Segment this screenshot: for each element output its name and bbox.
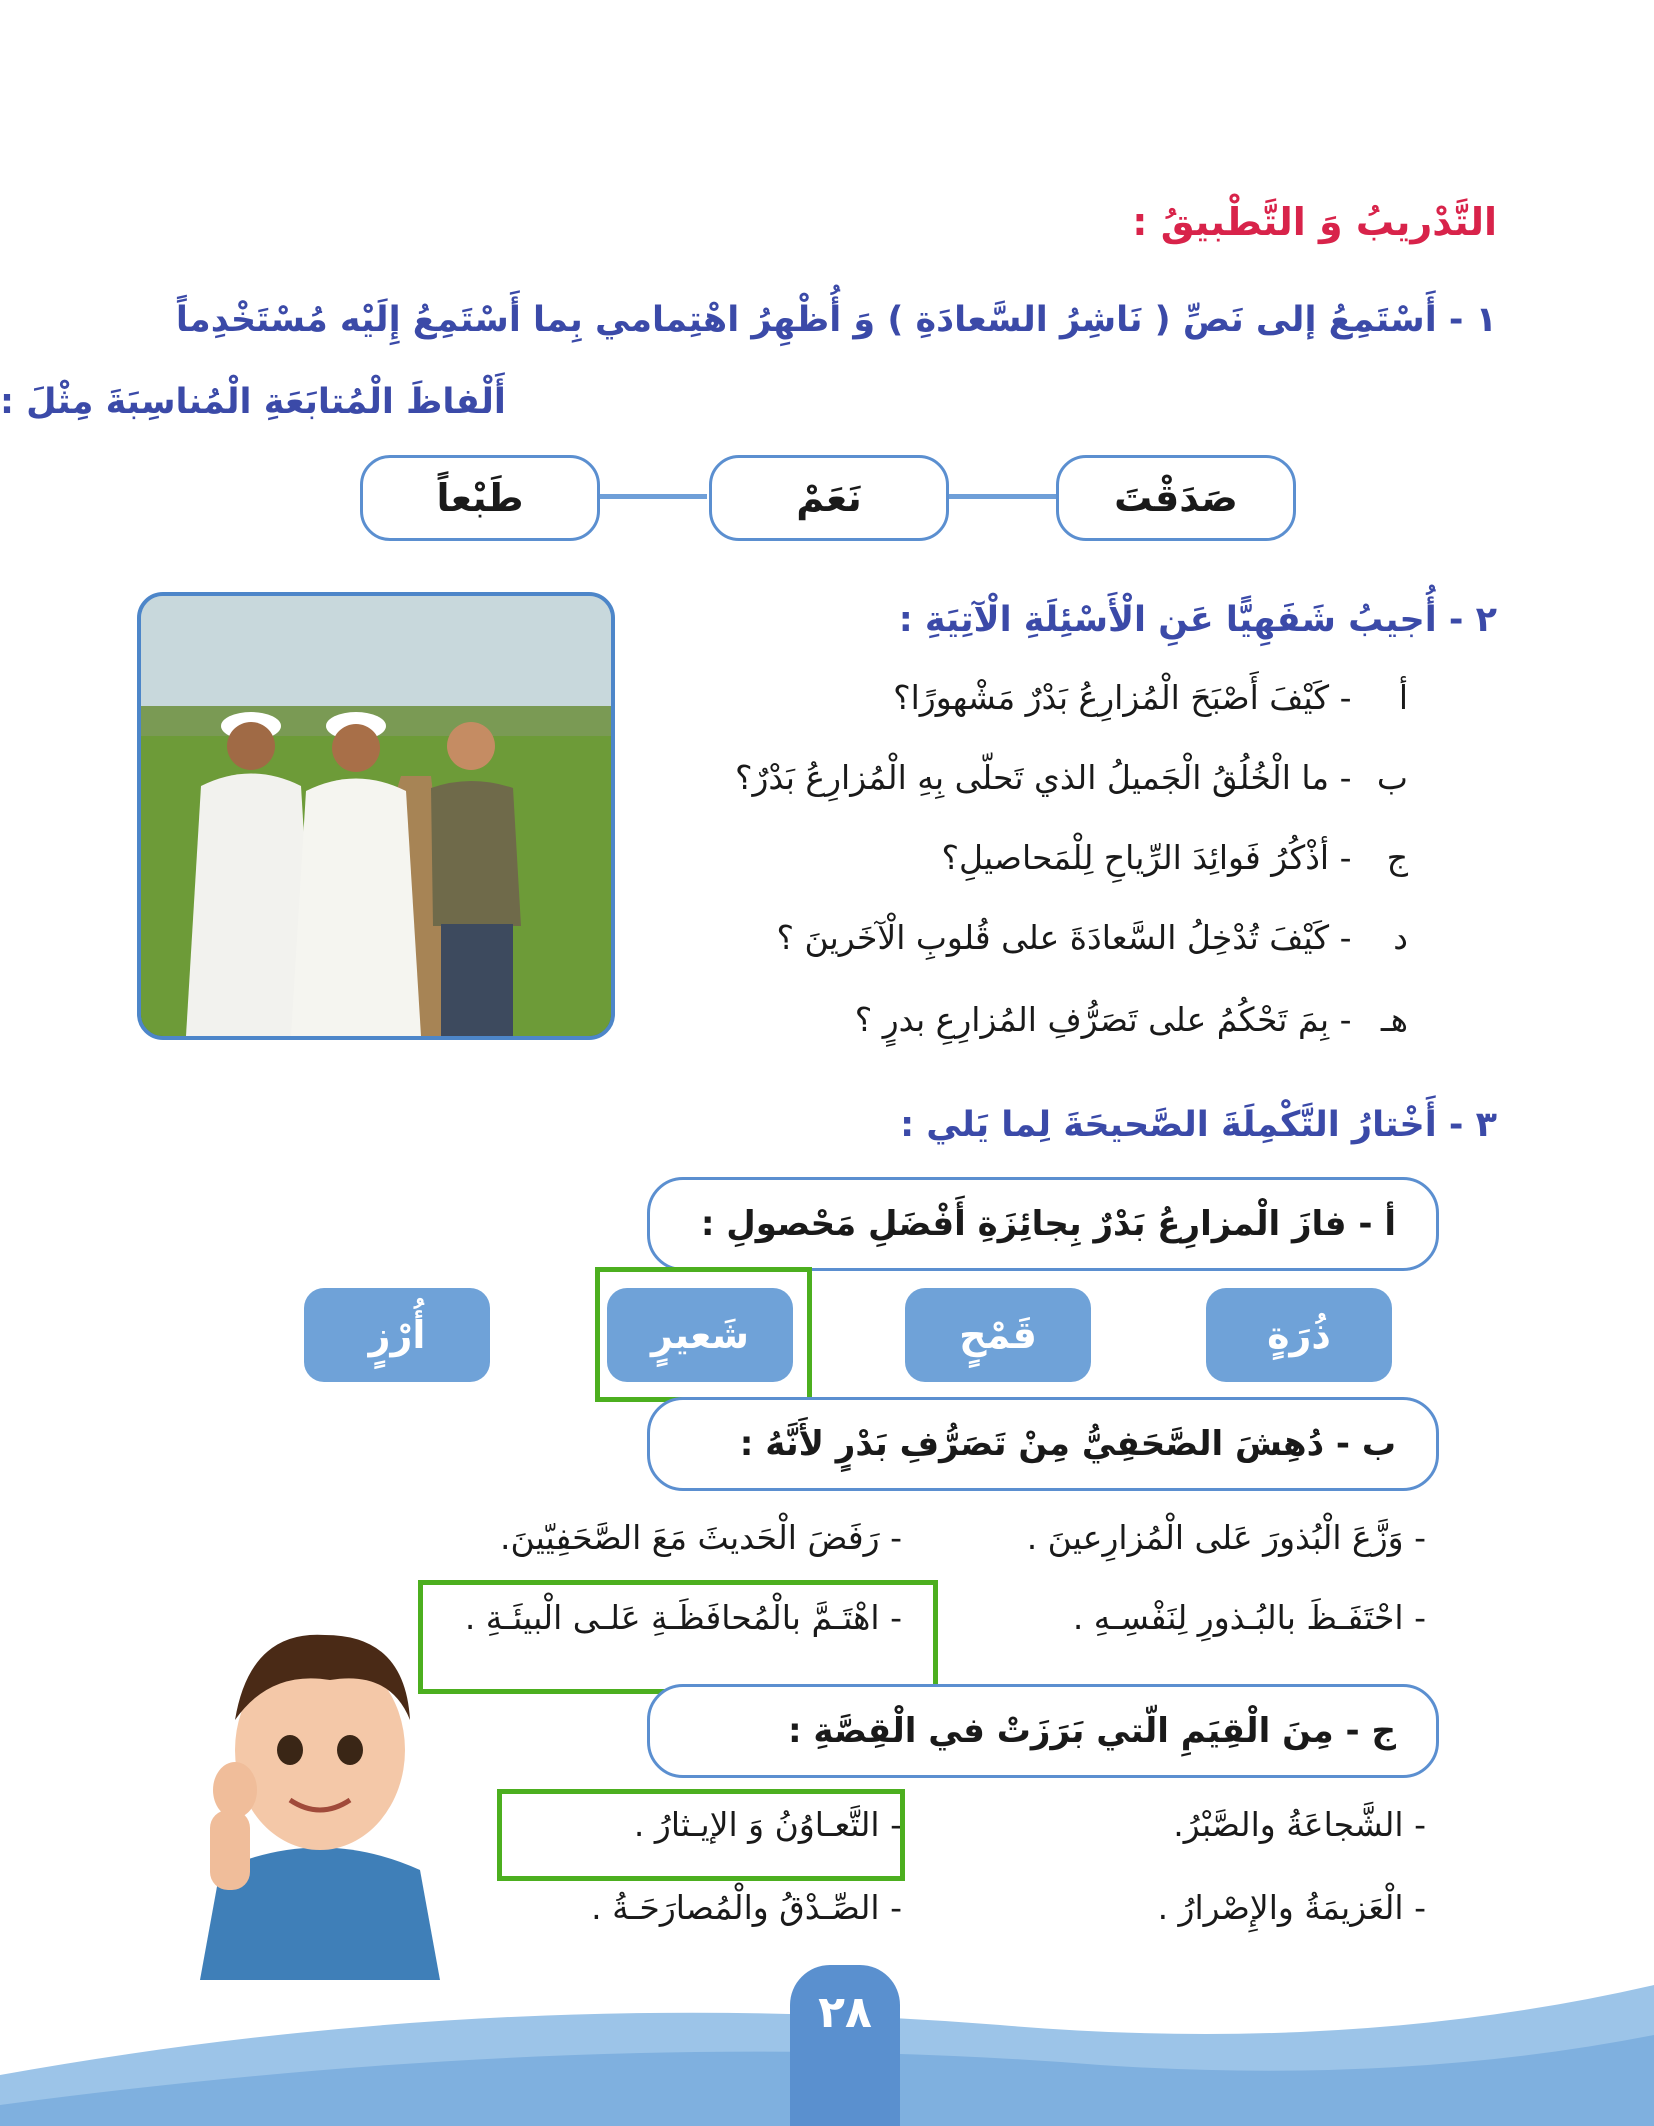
q2-item-c xyxy=(941,838,1408,877)
q3-number: ٣ - xyxy=(1448,1105,1497,1145)
q1-number: ١ - xyxy=(1448,300,1497,340)
q3-title: أَخْتارُ التَّكْمِلَةَ الصَّحيحَةَ لِما يَلي : xyxy=(900,1105,1437,1145)
q2-item-letter: د xyxy=(1393,918,1408,957)
thinking-boy-illustration xyxy=(190,1610,450,1980)
word-pill-naam: نَعَمْ xyxy=(709,455,949,541)
q1-text-line2: أَلْفاظَ الْمُتابَعَةِ الْمُناسِبَةَ مِثْلَ : xyxy=(0,382,506,422)
q2-item-text: - ما الْخُلُقُ الْجَميلُ الذي تَحلّى بِهِ الْمُزارِعُ بَدْرٌ؟ xyxy=(734,758,1352,797)
section-heading: التَّدْريبُ وَ التَّطْبيقُ : xyxy=(1132,200,1497,244)
q3-title-line xyxy=(900,1105,1497,1145)
q2-item-b xyxy=(735,758,1408,797)
q2-item-d xyxy=(776,918,1408,957)
q2-item-letter: هـ xyxy=(1380,1000,1408,1039)
word-pill-tabaan: طَبْعاً xyxy=(360,455,600,541)
q2-title: أُجيبُ شَفَهِيًّا عَنِ الْأَسْئِلَةِ الْآتِيَةِ : xyxy=(898,600,1437,640)
q1-text-line1: أَسْتَمِعُ إلى نَصِّ ( نَاشِرُ السَّعادَةِ ) وَ أُظْهِرُ اهْتِمامي بِما أَسْتَمِعُ إِلَيْه مُسْتَخْدِماً xyxy=(175,300,1437,340)
q3b-stem-box: ب - دُهِشَ الصَّحَفِيُّ مِنْ تَصَرُّفِ بَدْرٍ لأَنَّهُ : xyxy=(647,1397,1439,1491)
q2-title-line xyxy=(899,600,1497,640)
farmers-illustration-svg xyxy=(141,596,611,1036)
q1-line2-wrap xyxy=(0,382,1497,422)
choice-wheat[interactable]: قَمْحٍ xyxy=(905,1288,1091,1382)
q3c-stem-box: ج - مِنَ الْقِيَمِ الّتي بَرَزَتْ في الْقِصَّةِ : xyxy=(647,1684,1439,1778)
q2-item-text: - كَيْفَ أَصْبَحَ الْمُزارِعُ بَدْرٌ مَشْهورًا؟ xyxy=(893,678,1352,717)
q3b-option-2[interactable]: - رَفَضَ الْحَديثَ مَعَ الصَّحَفِيّينَ. xyxy=(499,1518,902,1557)
q2-number: ٢ - xyxy=(1448,600,1497,640)
q3b-option-4[interactable]: - اهْتَـمَّ بالْمُحافَظَـةِ عَلـى الْبيئَـةِ . xyxy=(464,1598,902,1637)
q3b-option-1[interactable]: - وَزَّعَ الْبُذورَ عَلى الْمُزارِعينَ . xyxy=(1026,1518,1426,1557)
word-pill-sadaqta: صَدَقْتَ xyxy=(1056,455,1296,541)
farmers-illustration xyxy=(137,592,615,1040)
q1-line1 xyxy=(176,300,1497,340)
answer-highlight-cooperation xyxy=(497,1789,905,1881)
pill-connector-right xyxy=(943,494,1056,499)
q2-item-text: - بِمَ تَحْكُمُ على تَصَرُّفِ المُزارِعِ بدرٍ ؟ xyxy=(854,1000,1352,1039)
q3a-stem-box: أ - فازَ الْمزارِعُ بَدْرٌ بِجائِزَةِ أَفْضَلِ مَحْصولِ : xyxy=(647,1177,1439,1271)
q3c-option-2[interactable]: - التَّعـاوُنُ وَ الإيـثارُ . xyxy=(633,1805,902,1844)
q2-item-letter: ج xyxy=(1386,838,1408,877)
pill-connector-left xyxy=(597,494,707,499)
q3c-option-1[interactable]: - الشَّجاعَةُ والصَّبْرُ. xyxy=(1173,1805,1426,1844)
answer-highlight-environment xyxy=(418,1580,938,1694)
q2-item-letter: ب xyxy=(1376,758,1408,797)
choice-barley[interactable]: شَعيرٍ xyxy=(607,1288,793,1382)
q2-item-text: - كَيْفَ تُدْخِلُ السَّعادَةَ على قُلوبِ الْآخَرينَ ؟ xyxy=(776,918,1352,957)
answer-highlight-barley xyxy=(595,1267,812,1402)
choice-rice[interactable]: أُرْزٍ xyxy=(304,1288,490,1382)
q2-item-a xyxy=(893,678,1408,717)
thinking-boy-svg xyxy=(190,1610,450,1980)
q2-item-e xyxy=(855,1000,1408,1039)
q2-item-letter: أ xyxy=(1398,678,1408,717)
q3b-option-3[interactable]: - احْتَفَـظَ بالبُـذورِ لِنَفْسِـهِ . xyxy=(1072,1598,1426,1637)
q2-item-text: - أذْكُرُ فَوائِدَ الرِّياحِ لِلْمَحاصيلِ؟ xyxy=(941,838,1352,877)
choice-corn[interactable]: ذُرَةٍ xyxy=(1206,1288,1392,1382)
q3c-option-3[interactable]: - الْعَزيمَةُ والإِصْرارُ . xyxy=(1157,1888,1426,1927)
page-number: ٢٨ xyxy=(790,1965,900,2126)
q3c-option-4[interactable]: - الصِّـدْقُ والْمُصارَحَـةُ . xyxy=(591,1888,902,1927)
